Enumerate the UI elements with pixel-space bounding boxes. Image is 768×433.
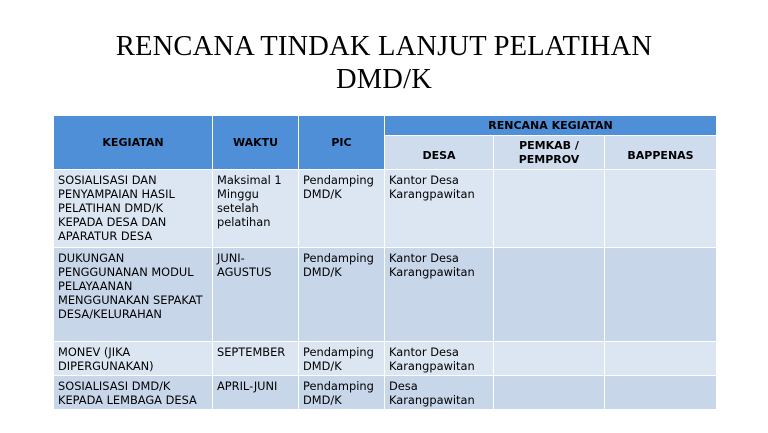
cell-pemkab xyxy=(494,342,605,376)
cell-pic: Pendamping DMD/K xyxy=(299,376,385,410)
table-row xyxy=(54,170,717,248)
cell-waktu: JUNI-AGUSTUS xyxy=(213,248,299,342)
cell-pemkab xyxy=(494,248,605,342)
cell-desa: Desa Karangpawitan xyxy=(385,376,494,410)
cell-kegiatan: SOSIALISASI DAN PENYAMPAIAN HASIL PELATIHAN DMD/K KEPADA DESA DAN APARATUR DESA xyxy=(54,170,213,248)
cell-desa: Kantor Desa Karangpawitan xyxy=(385,248,494,342)
header-desa: DESA xyxy=(385,136,494,170)
page-title xyxy=(0,30,768,96)
cell-pic: Pendamping DMD/K xyxy=(299,342,385,376)
header-waktu: WAKTU xyxy=(213,116,299,170)
header-bappenas: BAPPENAS xyxy=(605,136,717,170)
header-pemkab: PEMKAB / PEMPROV xyxy=(494,136,605,170)
table-row xyxy=(54,248,717,342)
cell-bappenas xyxy=(605,170,717,248)
cell-pemkab xyxy=(494,376,605,410)
header-kegiatan: KEGIATAN xyxy=(54,116,213,170)
cell-bappenas xyxy=(605,376,717,410)
title-line-2: DMD/K xyxy=(335,64,432,95)
cell-pic: Pendamping DMD/K xyxy=(299,170,385,248)
title-line-1: RENCANA TINDAK LANJUT PELATIHAN xyxy=(115,31,653,62)
cell-kegiatan: DUKUNGAN PENGGUNANAN MODUL PELAYAANAN MENGGUNAKAN SEPAKAT DESA/KELURAHAN xyxy=(54,248,213,342)
table-row xyxy=(54,342,717,376)
cell-kegiatan: MONEV (JIKA DIPERGUNAKAN) xyxy=(54,342,213,376)
cell-pemkab xyxy=(494,170,605,248)
cell-desa: Kantor Desa Karangpawitan xyxy=(385,342,494,376)
header-rencana-kegiatan: RENCANA KEGIATAN xyxy=(385,116,717,136)
cell-waktu: Maksimal 1 Minggu setelah pelatihan xyxy=(213,170,299,248)
table-row xyxy=(54,376,717,410)
cell-waktu: APRIL-JUNI xyxy=(213,376,299,410)
cell-pic: Pendamping DMD/K xyxy=(299,248,385,342)
cell-waktu: SEPTEMBER xyxy=(213,342,299,376)
cell-desa: Kantor Desa Karangpawitan xyxy=(385,170,494,248)
cell-bappenas xyxy=(605,248,717,342)
plan-table xyxy=(53,115,717,410)
header-pic: PIC xyxy=(299,116,385,170)
cell-bappenas xyxy=(605,342,717,376)
cell-kegiatan: SOSIALISASI DMD/K KEPADA LEMBAGA DESA xyxy=(54,376,213,410)
